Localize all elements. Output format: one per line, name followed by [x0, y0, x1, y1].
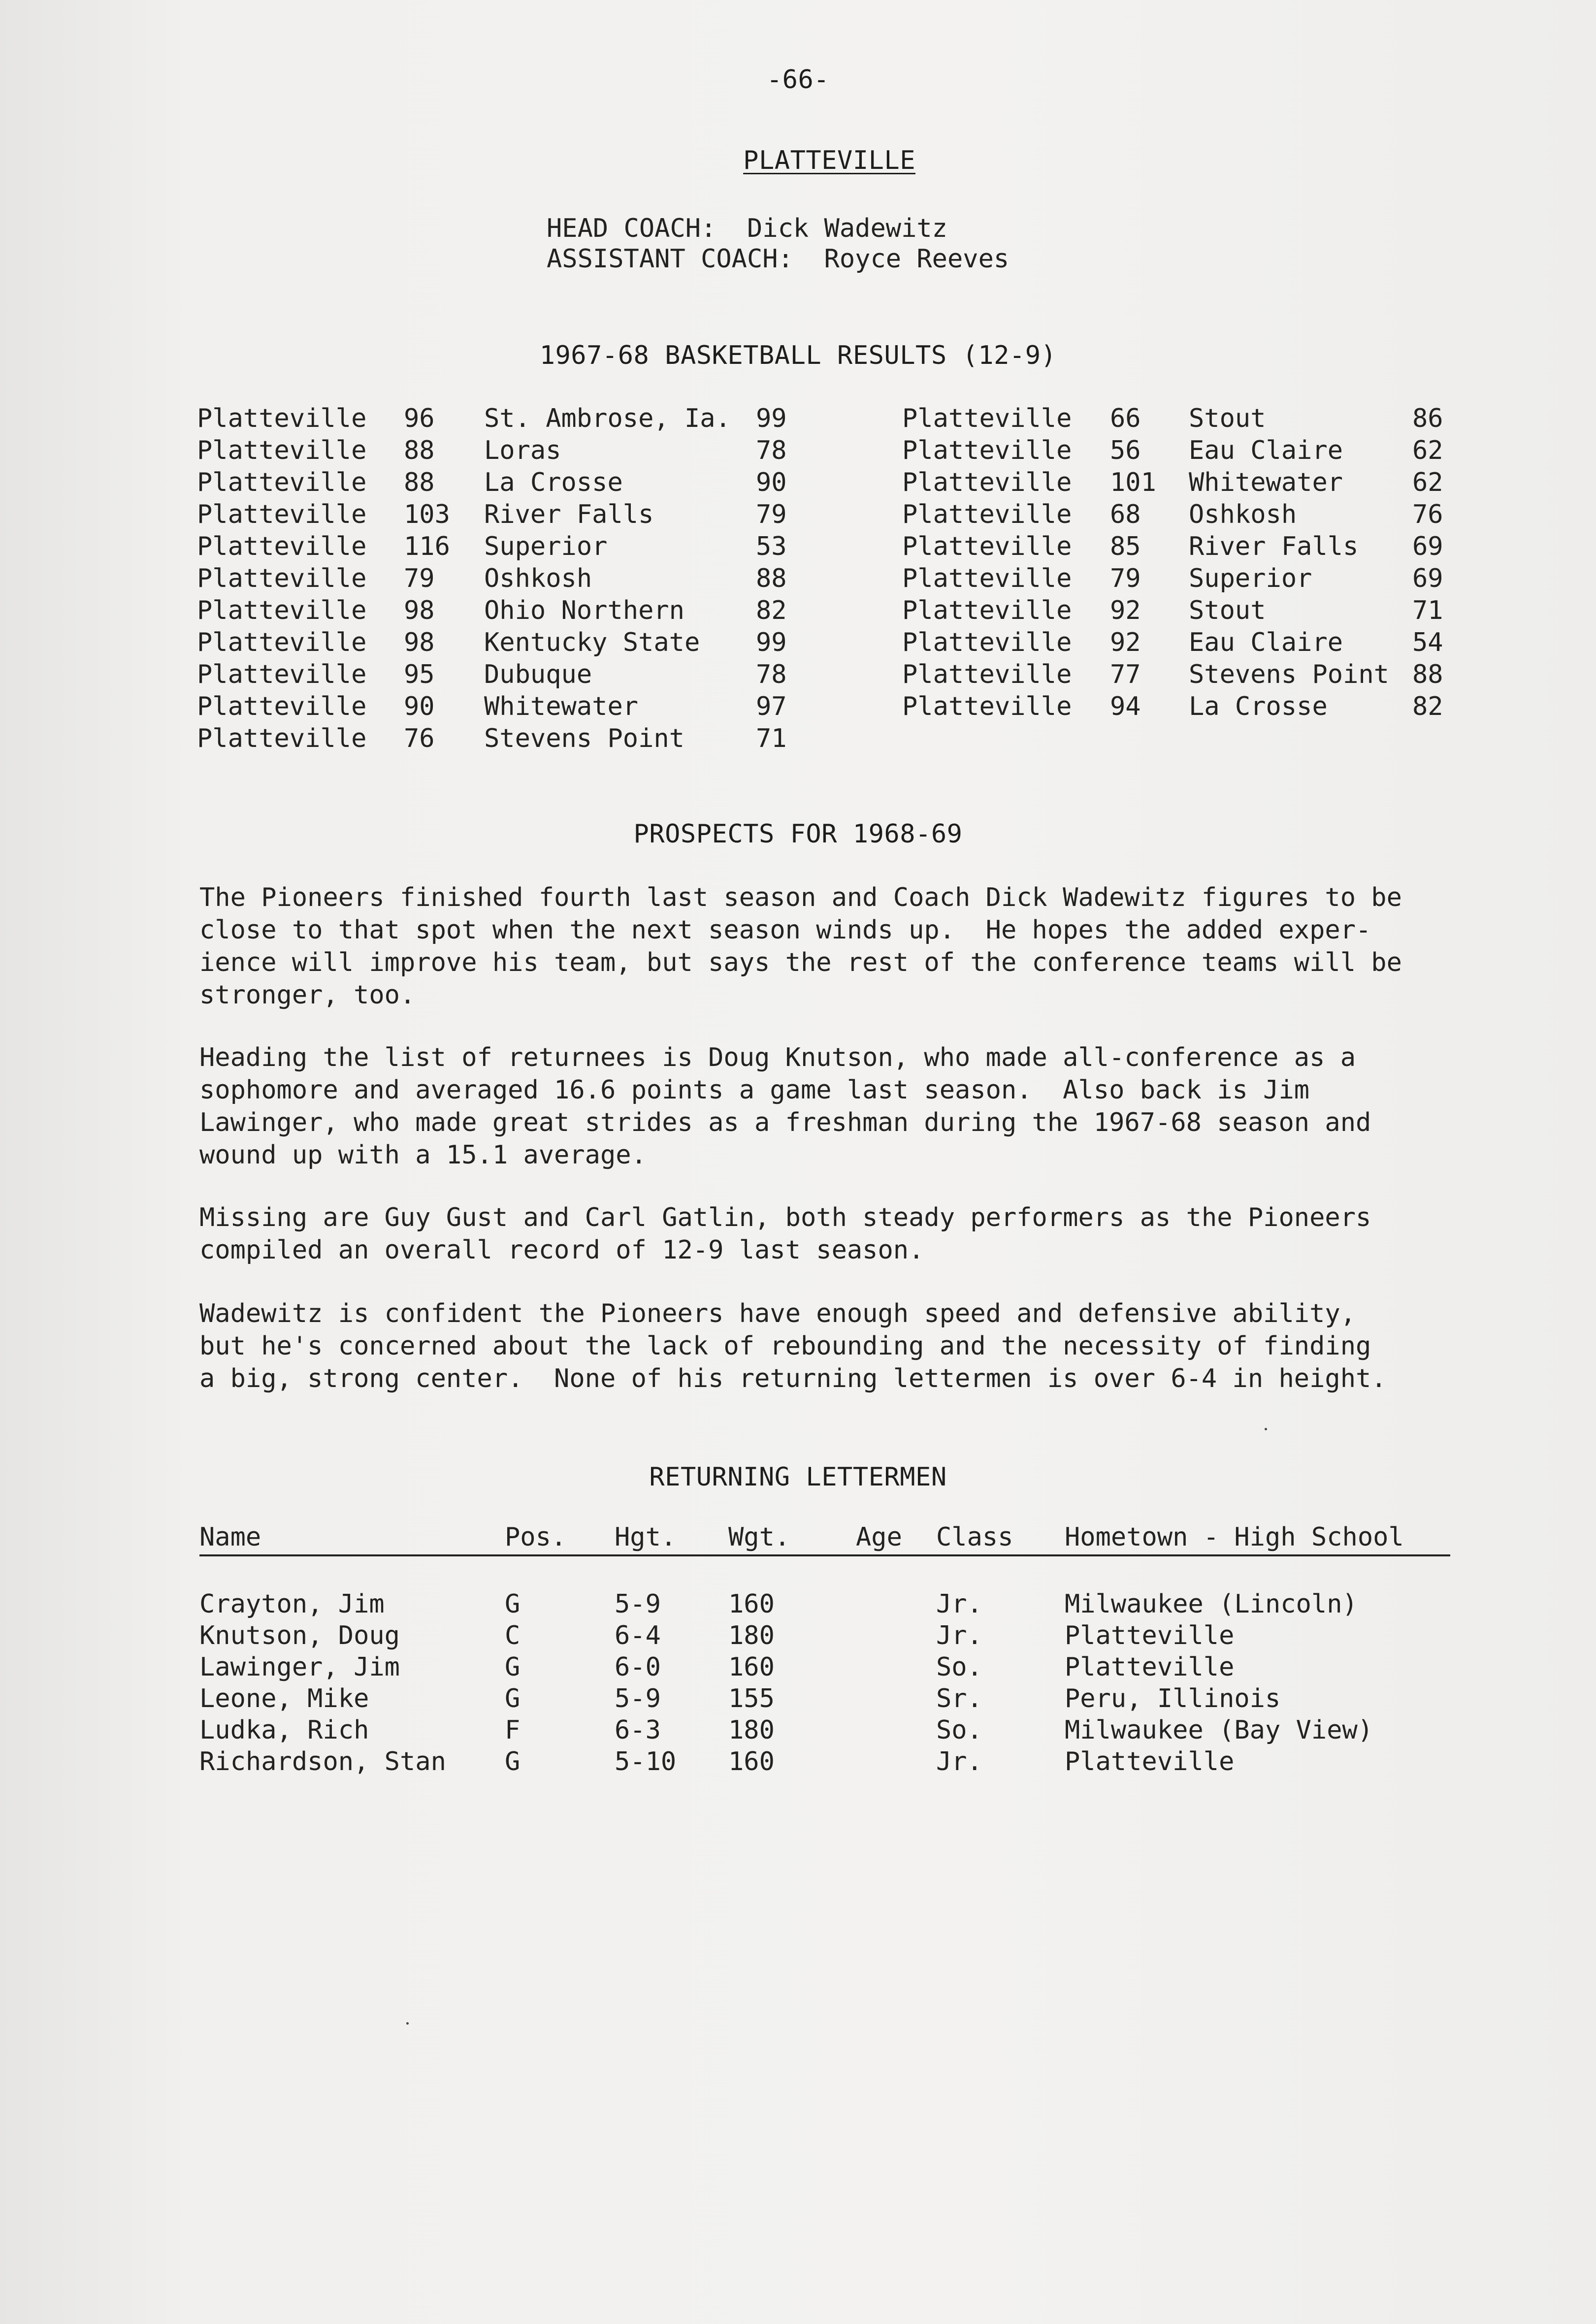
team-score: 96: [404, 404, 435, 433]
player-weight: 160: [728, 1747, 775, 1776]
team-score: 88: [404, 436, 435, 465]
results-left-column: [197, 403, 788, 755]
player-name: Leone, Mike: [199, 1684, 369, 1713]
team-score: 76: [404, 724, 435, 753]
opponent-score: 78: [756, 660, 787, 689]
letterman-row: [199, 1683, 1450, 1714]
team-name: Platteville: [197, 628, 367, 657]
opponent-score: 90: [756, 468, 787, 497]
player-position: G: [505, 1684, 521, 1713]
opponent-score: 79: [756, 500, 787, 529]
paragraph-line: a big, strong center. None of his returning lettermen is over 6-4 in height.: [199, 1364, 1387, 1393]
team-score: 68: [1110, 500, 1141, 529]
team-name: Platteville: [902, 532, 1072, 561]
opponent-name: Eau Claire: [1189, 628, 1343, 657]
paragraph-line: ience will improve his team, but says the rest of the conference teams will be: [199, 948, 1402, 977]
player-weight: 160: [728, 1589, 775, 1619]
paragraph-line: Lawinger, who made great strides as a freshman during the 1967-68 season and: [199, 1108, 1371, 1137]
player-height: 5-9: [615, 1684, 661, 1713]
head-coach-line: [547, 213, 947, 244]
header-rule: [199, 1554, 1450, 1556]
opponent-name: La Crosse: [1189, 692, 1328, 721]
opponent-name: Dubuque: [484, 660, 592, 689]
player-hometown: Peru, Illinois: [1065, 1684, 1281, 1713]
team-name: Platteville: [902, 628, 1072, 657]
team-score: 79: [1110, 564, 1141, 593]
col-header-hgt: Hgt.: [615, 1522, 677, 1552]
team-name: Platteville: [197, 500, 367, 529]
paragraph-line: The Pioneers finished fourth last season and Coach Dick Wadewitz figures to be: [199, 883, 1402, 912]
team-name: Platteville: [197, 404, 367, 433]
opponent-score: 54: [1412, 628, 1443, 657]
player-hometown: Platteville: [1065, 1621, 1235, 1650]
result-row: [197, 499, 788, 531]
result-row: [902, 467, 1459, 499]
opponent-name: Oshkosh: [484, 564, 592, 593]
player-position: G: [505, 1652, 521, 1682]
player-class: Jr.: [936, 1589, 982, 1619]
col-header-name: Name: [199, 1522, 261, 1552]
player-height: 6-0: [615, 1652, 661, 1682]
opponent-score: 97: [756, 692, 787, 721]
prospects-paragraph: [199, 1041, 1450, 1171]
player-name: Knutson, Doug: [199, 1621, 400, 1650]
player-class: So.: [936, 1652, 982, 1682]
speck: [406, 2022, 409, 2025]
player-hometown: Milwaukee (Bay View): [1065, 1715, 1373, 1745]
team-score: 92: [1110, 628, 1141, 657]
paragraph-line: Heading the list of returnees is Doug Knutson, who made all-conference as a: [199, 1043, 1356, 1072]
opponent-name: Whitewater: [1189, 468, 1343, 497]
result-row: [902, 403, 1459, 435]
team-score: 56: [1110, 436, 1141, 465]
team-score: 85: [1110, 532, 1141, 561]
player-name: Richardson, Stan: [199, 1747, 446, 1776]
lettermen-title: RETURNING LETTERMEN: [649, 1462, 947, 1492]
opponent-score: 71: [1412, 596, 1443, 625]
player-name: Ludka, Rich: [199, 1715, 369, 1745]
team-title-text: PLATTEVILLE: [743, 146, 916, 175]
head-coach-label: HEAD COACH:: [547, 214, 717, 243]
result-row: [902, 563, 1459, 595]
opponent-name: Stout: [1189, 404, 1266, 433]
paragraph-line: Wadewitz is confident the Pioneers have enough speed and defensive ability,: [199, 1299, 1356, 1328]
assistant-coach-label: ASSISTANT COACH:: [547, 244, 793, 274]
opponent-score: 99: [756, 404, 787, 433]
team-score: 98: [404, 628, 435, 657]
team-score: 101: [1110, 468, 1156, 497]
paragraph-line: close to that spot when the next season winds up. He hopes the added exper-: [199, 915, 1371, 945]
lettermen-body: [199, 1588, 1450, 1777]
head-coach-name: Dick Wadewitz: [747, 214, 947, 243]
assistant-coach-line: [547, 243, 1009, 275]
result-row: [197, 467, 788, 499]
opponent-score: 62: [1412, 468, 1443, 497]
opponent-score: 53: [756, 532, 787, 561]
result-row: [197, 723, 788, 755]
prospects-paragraph: [199, 1201, 1450, 1266]
player-weight: 160: [728, 1652, 775, 1682]
player-height: 5-9: [615, 1589, 661, 1619]
paragraph-line: Missing are Guy Gust and Carl Gatlin, both steady performers as the Pioneers: [199, 1203, 1371, 1232]
opponent-score: 88: [756, 564, 787, 593]
team-title: [0, 116, 1596, 205]
prospects-title: PROSPECTS FOR 1968-69: [633, 819, 963, 849]
team-score: 103: [404, 500, 450, 529]
player-position: G: [505, 1747, 521, 1776]
player-height: 5-10: [615, 1747, 677, 1776]
col-header-pos: Pos.: [505, 1522, 567, 1552]
col-header-class: Class: [936, 1522, 1013, 1552]
opponent-name: Ohio Northern: [484, 596, 684, 625]
team-name: Platteville: [902, 692, 1072, 721]
player-hometown: Milwaukee (Lincoln): [1065, 1589, 1358, 1619]
team-name: Platteville: [902, 404, 1072, 433]
opponent-score: 99: [756, 628, 787, 657]
letterman-row: [199, 1746, 1450, 1777]
letterman-row: [199, 1620, 1450, 1651]
opponent-score: 82: [1412, 692, 1443, 721]
speck: [1265, 1428, 1267, 1430]
col-header-hometown: Hometown - High School: [1065, 1522, 1404, 1552]
team-name: Platteville: [197, 468, 367, 497]
opponent-name: Stevens Point: [1189, 660, 1389, 689]
result-row: [197, 659, 788, 691]
team-name: Platteville: [902, 500, 1072, 529]
opponent-score: 71: [756, 724, 787, 753]
player-height: 6-3: [615, 1715, 661, 1745]
player-class: Sr.: [936, 1684, 982, 1713]
player-weight: 180: [728, 1715, 775, 1745]
paragraph-line: compiled an overall record of 12-9 last season.: [199, 1235, 924, 1265]
results-title: 1967-68 BASKETBALL RESULTS (12-9): [539, 341, 1057, 370]
team-name: Platteville: [197, 596, 367, 625]
team-name: Platteville: [902, 468, 1072, 497]
result-row: [902, 531, 1459, 563]
result-row: [197, 563, 788, 595]
lettermen-table: [199, 1521, 1450, 1553]
opponent-name: Oshkosh: [1189, 500, 1297, 529]
result-row: [197, 595, 788, 627]
team-name: Platteville: [902, 596, 1072, 625]
team-score: 90: [404, 692, 435, 721]
team-name: Platteville: [197, 660, 367, 689]
team-name: Platteville: [902, 660, 1072, 689]
letterman-row: [199, 1651, 1450, 1683]
team-name: Platteville: [197, 564, 367, 593]
team-name: Platteville: [197, 692, 367, 721]
result-row: [197, 531, 788, 563]
result-row: [902, 627, 1459, 659]
result-row: [902, 499, 1459, 531]
player-class: So.: [936, 1715, 982, 1745]
team-name: Platteville: [902, 564, 1072, 593]
paragraph-line: sophomore and averaged 16.6 points a game last season. Also back is Jim: [199, 1075, 1310, 1105]
player-name: Crayton, Jim: [199, 1589, 385, 1619]
paragraph-line: stronger, too.: [199, 980, 416, 1010]
result-row: [197, 691, 788, 723]
page-number: -66-: [766, 65, 830, 95]
team-name: Platteville: [197, 436, 367, 465]
col-header-age: Age: [856, 1522, 902, 1552]
opponent-name: Superior: [484, 532, 608, 561]
opponent-score: 62: [1412, 436, 1443, 465]
prospects-paragraph: [199, 1297, 1450, 1395]
opponent-name: Loras: [484, 436, 561, 465]
opponent-score: 82: [756, 596, 787, 625]
result-row: [902, 595, 1459, 627]
assistant-coach-name: Royce Reeves: [824, 244, 1010, 274]
player-height: 6-4: [615, 1621, 661, 1650]
result-row: [902, 435, 1459, 467]
player-weight: 155: [728, 1684, 775, 1713]
result-row: [902, 691, 1459, 723]
team-score: 116: [404, 532, 450, 561]
col-header-wgt: Wgt.: [728, 1522, 790, 1552]
letterman-row: [199, 1588, 1450, 1620]
opponent-name: Stout: [1189, 596, 1266, 625]
result-row: [902, 659, 1459, 691]
lettermen-header-row: [199, 1521, 1450, 1553]
player-weight: 180: [728, 1621, 775, 1650]
results-right-column: [902, 403, 1459, 723]
opponent-score: 69: [1412, 532, 1443, 561]
paragraph-line: wound up with a 15.1 average.: [199, 1140, 647, 1170]
team-score: 95: [404, 660, 435, 689]
player-position: F: [505, 1715, 521, 1745]
prospects-paragraph: [199, 881, 1450, 1011]
player-class: Jr.: [936, 1621, 982, 1650]
opponent-name: Superior: [1189, 564, 1312, 593]
team-score: 79: [404, 564, 435, 593]
team-name: Platteville: [902, 436, 1072, 465]
paragraph-line: but he's concerned about the lack of rebounding and the necessity of finding: [199, 1331, 1371, 1361]
team-score: 92: [1110, 596, 1141, 625]
opponent-score: 86: [1412, 404, 1443, 433]
team-score: 94: [1110, 692, 1141, 721]
player-position: C: [505, 1621, 521, 1650]
team-score: 98: [404, 596, 435, 625]
team-score: 77: [1110, 660, 1141, 689]
opponent-name: River Falls: [1189, 532, 1359, 561]
opponent-score: 76: [1412, 500, 1443, 529]
team-name: Platteville: [197, 724, 367, 753]
opponent-score: 88: [1412, 660, 1443, 689]
player-hometown: Platteville: [1065, 1747, 1235, 1776]
opponent-name: Whitewater: [484, 692, 639, 721]
player-name: Lawinger, Jim: [199, 1652, 400, 1682]
opponent-name: La Crosse: [484, 468, 623, 497]
team-score: 66: [1110, 404, 1141, 433]
opponent-name: River Falls: [484, 500, 654, 529]
opponent-score: 69: [1412, 564, 1443, 593]
team-name: Platteville: [197, 532, 367, 561]
letterman-row: [199, 1714, 1450, 1746]
player-hometown: Platteville: [1065, 1652, 1235, 1682]
opponent-name: Stevens Point: [484, 724, 684, 753]
opponent-name: St. Ambrose, Ia.: [484, 404, 731, 433]
team-score: 88: [404, 468, 435, 497]
opponent-name: Kentucky State: [484, 628, 700, 657]
result-row: [197, 403, 788, 435]
player-class: Jr.: [936, 1747, 982, 1776]
result-row: [197, 435, 788, 467]
opponent-name: Eau Claire: [1189, 436, 1343, 465]
player-position: G: [505, 1589, 521, 1619]
result-row: [197, 627, 788, 659]
opponent-score: 78: [756, 436, 787, 465]
